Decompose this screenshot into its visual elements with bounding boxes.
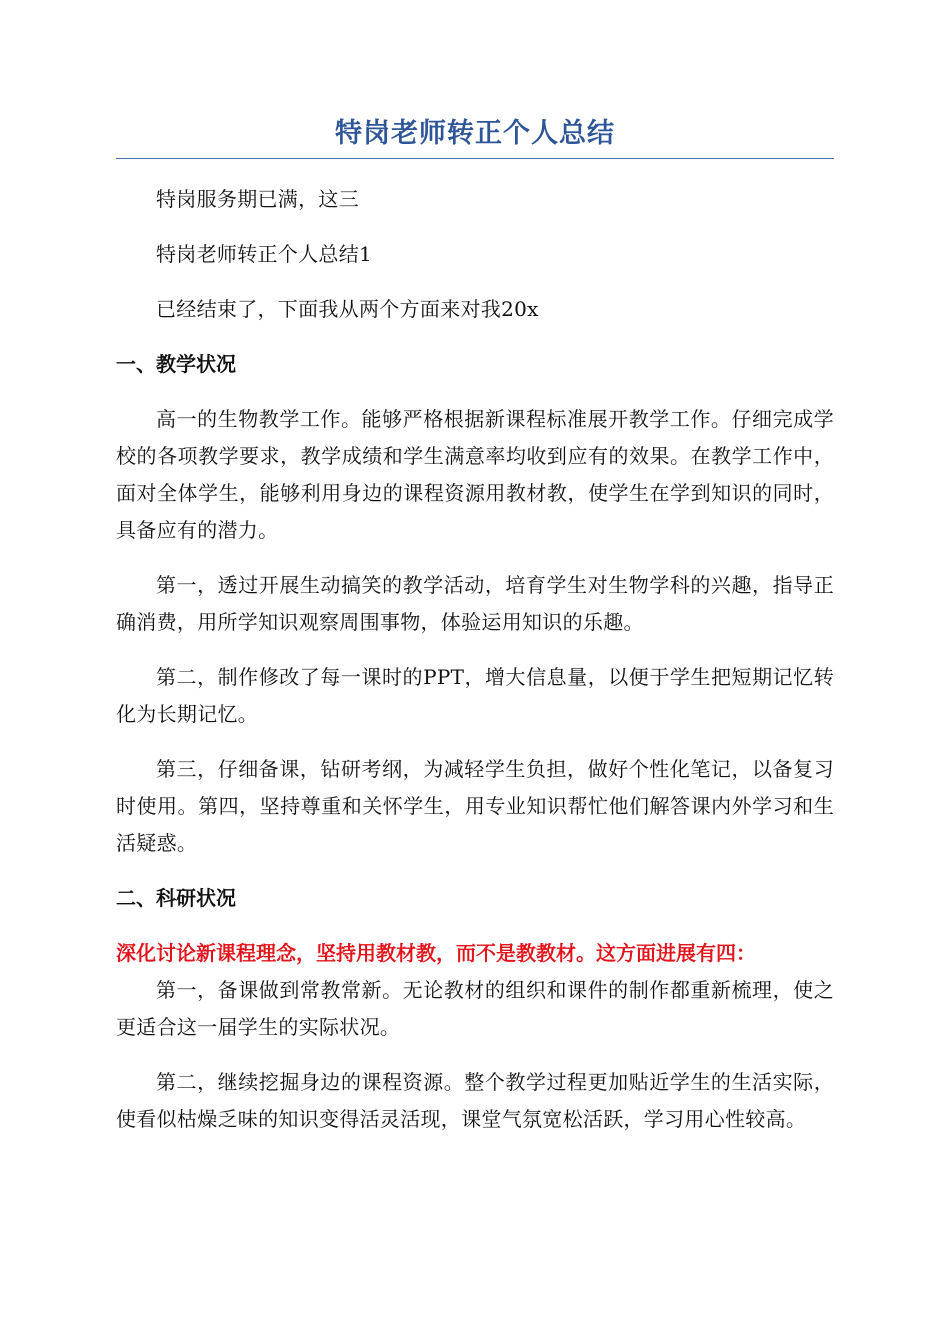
paragraph: 高一的生物教学工作。能够严格根据新课程标准展开教学工作。仔细完成学校的各项教学要求，教学成绩和学生满意率均收到应有的效果。在教学工作中，面对全体学生，能够利用身边的课程资源用教材教，使学生在学到知识的同时，具备应有的潜力。 (116, 407, 834, 542)
paragraph: 第一，备课做到常教常新。无论教材的组织和课件的制作都重新梳理，使之更适合这一届学生的实际状况。 (116, 978, 834, 1039)
section-heading-research: 二、科研状况 (116, 886, 236, 910)
document-page (116, 112, 834, 1138)
title-underline (116, 158, 834, 159)
paragraph: 已经结束了，下面我从两个方面来对我20x (156, 297, 539, 321)
paragraph: 第一，透过开展生动搞笑的教学活动，培育学生对生物学科的兴趣，指导正确消费，用所学知识观察周围事物，体验运用知识的乐趣。 (116, 573, 834, 634)
paragraph: 第三，仔细备课，钻研考纲，为减轻学生负担，做好个性化笔记，以备复习时使用。第四，坚持尊重和关怀学生，用专业知识帮忙他们解答课内外学习和生活疑惑。 (116, 757, 834, 855)
document-title: 特岗老师转正个人总结 (335, 118, 615, 149)
highlighted-statement: 深化讨论新课程理念，坚持用教材教，而不是教教材。这方面进展有四： (116, 941, 756, 965)
paragraph: 第二，制作修改了每一课时的PPT，增大信息量，以便于学生把短期记忆转化为长期记忆。 (116, 665, 834, 726)
paragraph: 特岗老师转正个人总结1 (156, 242, 373, 266)
paragraph: 第二，继续挖掘身边的课程资源。整个教学过程更加贴近学生的生活实际，使看似枯燥乏味的知识变得活灵活现，课堂气氛宽松活跃，学习用心性较高。 (116, 1070, 834, 1131)
section-heading-teaching: 一、教学状况 (116, 352, 236, 376)
paragraph: 特岗服务期已满，这三 (156, 187, 359, 211)
